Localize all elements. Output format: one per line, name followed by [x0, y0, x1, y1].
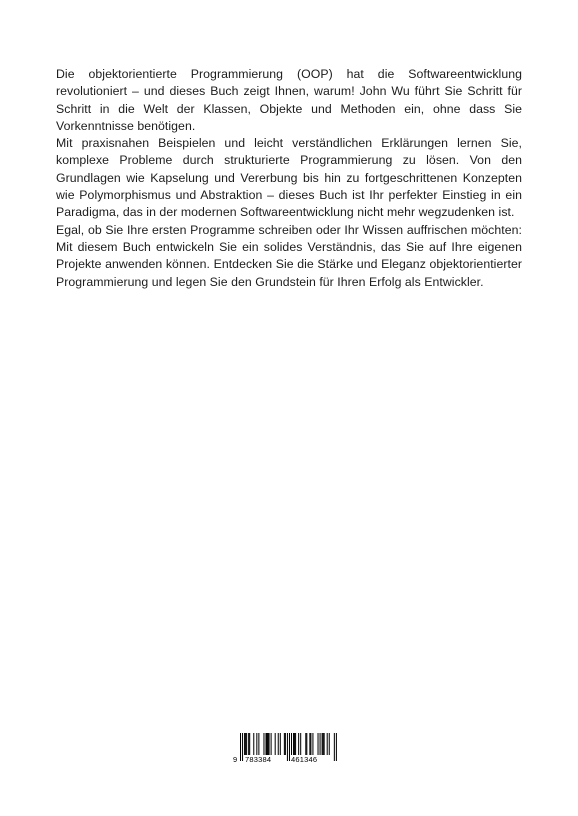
barcode-bar	[249, 733, 250, 755]
barcode-bar	[322, 733, 323, 755]
barcode-bar	[244, 733, 245, 755]
blurb-paragraph-3: Egal, ob Sie Ihre ersten Programme schreiben oder Ihr Wissen auffrischen möchten: Mit diesem Buch entwickeln Sie ein solides Verständnis, das Sie auf Ihre eigenen Projekte anwenden können. Entdecken Sie die Stärke und Eleganz objektorientierter Programmierung und legen Sie den Grundstein für Ihren Erfolg als Entwickler.	[56, 222, 522, 289]
barcode-bar	[240, 733, 241, 761]
barcode-bar	[294, 733, 295, 755]
barcode-bar	[310, 733, 311, 755]
barcode-bar	[248, 733, 249, 755]
barcode-bar	[334, 733, 335, 761]
barcode-bar	[306, 733, 307, 755]
isbn-barcode	[233, 733, 343, 767]
barcode-bar	[285, 733, 286, 755]
barcode-bar	[305, 733, 306, 755]
barcode-bar	[320, 733, 321, 755]
barcode-bar	[266, 733, 267, 755]
barcode-bar	[323, 733, 324, 755]
barcode-bar	[293, 733, 294, 755]
barcode-bar	[268, 733, 269, 755]
barcode-bar	[318, 733, 319, 755]
blurb-paragraph-1: Die objektorientierte Programmierung (OOP) hat die Softwareentwicklung revolutioniert – und dieses Buch zeigt Ihnen, warum! John Wu führt Sie Schritt für Schritt in die Welt der Klassen, Objekte und Methoden ein, ohne dass Sie Vorkenntnisse benötigen.	[56, 67, 522, 133]
barcode-bar	[291, 733, 292, 755]
barcode-bar	[278, 733, 279, 755]
barcode-bar	[324, 733, 325, 755]
barcode-bar	[284, 733, 285, 755]
barcode-bar	[336, 733, 337, 761]
barcode-left-digits: 783384	[245, 755, 272, 764]
barcode-first-digit: 9	[233, 755, 238, 764]
barcode-bar	[298, 733, 299, 755]
barcode-bar	[312, 733, 313, 755]
barcode-bar	[258, 733, 259, 755]
back-cover-blurb	[56, 66, 522, 291]
barcode-bar	[280, 733, 281, 755]
barcode-bar	[309, 733, 310, 755]
barcode-bar	[246, 733, 247, 755]
barcode-right-digits: 461346	[291, 755, 318, 764]
barcode-bar	[329, 733, 330, 755]
barcode-bar	[263, 733, 264, 755]
barcode-bar	[275, 733, 276, 755]
barcode-bar	[253, 733, 254, 755]
barcode-bar	[271, 733, 272, 755]
barcode-bar	[300, 733, 301, 755]
blurb-paragraph-2: Mit praxisnahen Beispielen und leicht verständlichen Erklärungen lernen Sie, komplexe Probleme durch strukturierte Programmierung zu lösen. Von den Grundlagen wie Kapselung und Vererbung bis hin zu fortgeschrittenen Konzepten wie Polymorphismus und Abstraktion – dieses Buch ist Ihr perfekter Einstieg in ein Paradigma, das in der modernen Softwareentwicklung nicht mehr wegzudenken ist.	[56, 136, 522, 220]
barcode-bar	[256, 733, 257, 755]
barcode-bar	[269, 733, 270, 755]
barcode-bar	[287, 733, 288, 761]
barcode-bar	[295, 733, 296, 755]
barcode-bar	[267, 733, 268, 755]
barcode-bar	[245, 733, 246, 755]
barcode-bar	[242, 733, 243, 761]
barcode-bar	[327, 733, 328, 755]
